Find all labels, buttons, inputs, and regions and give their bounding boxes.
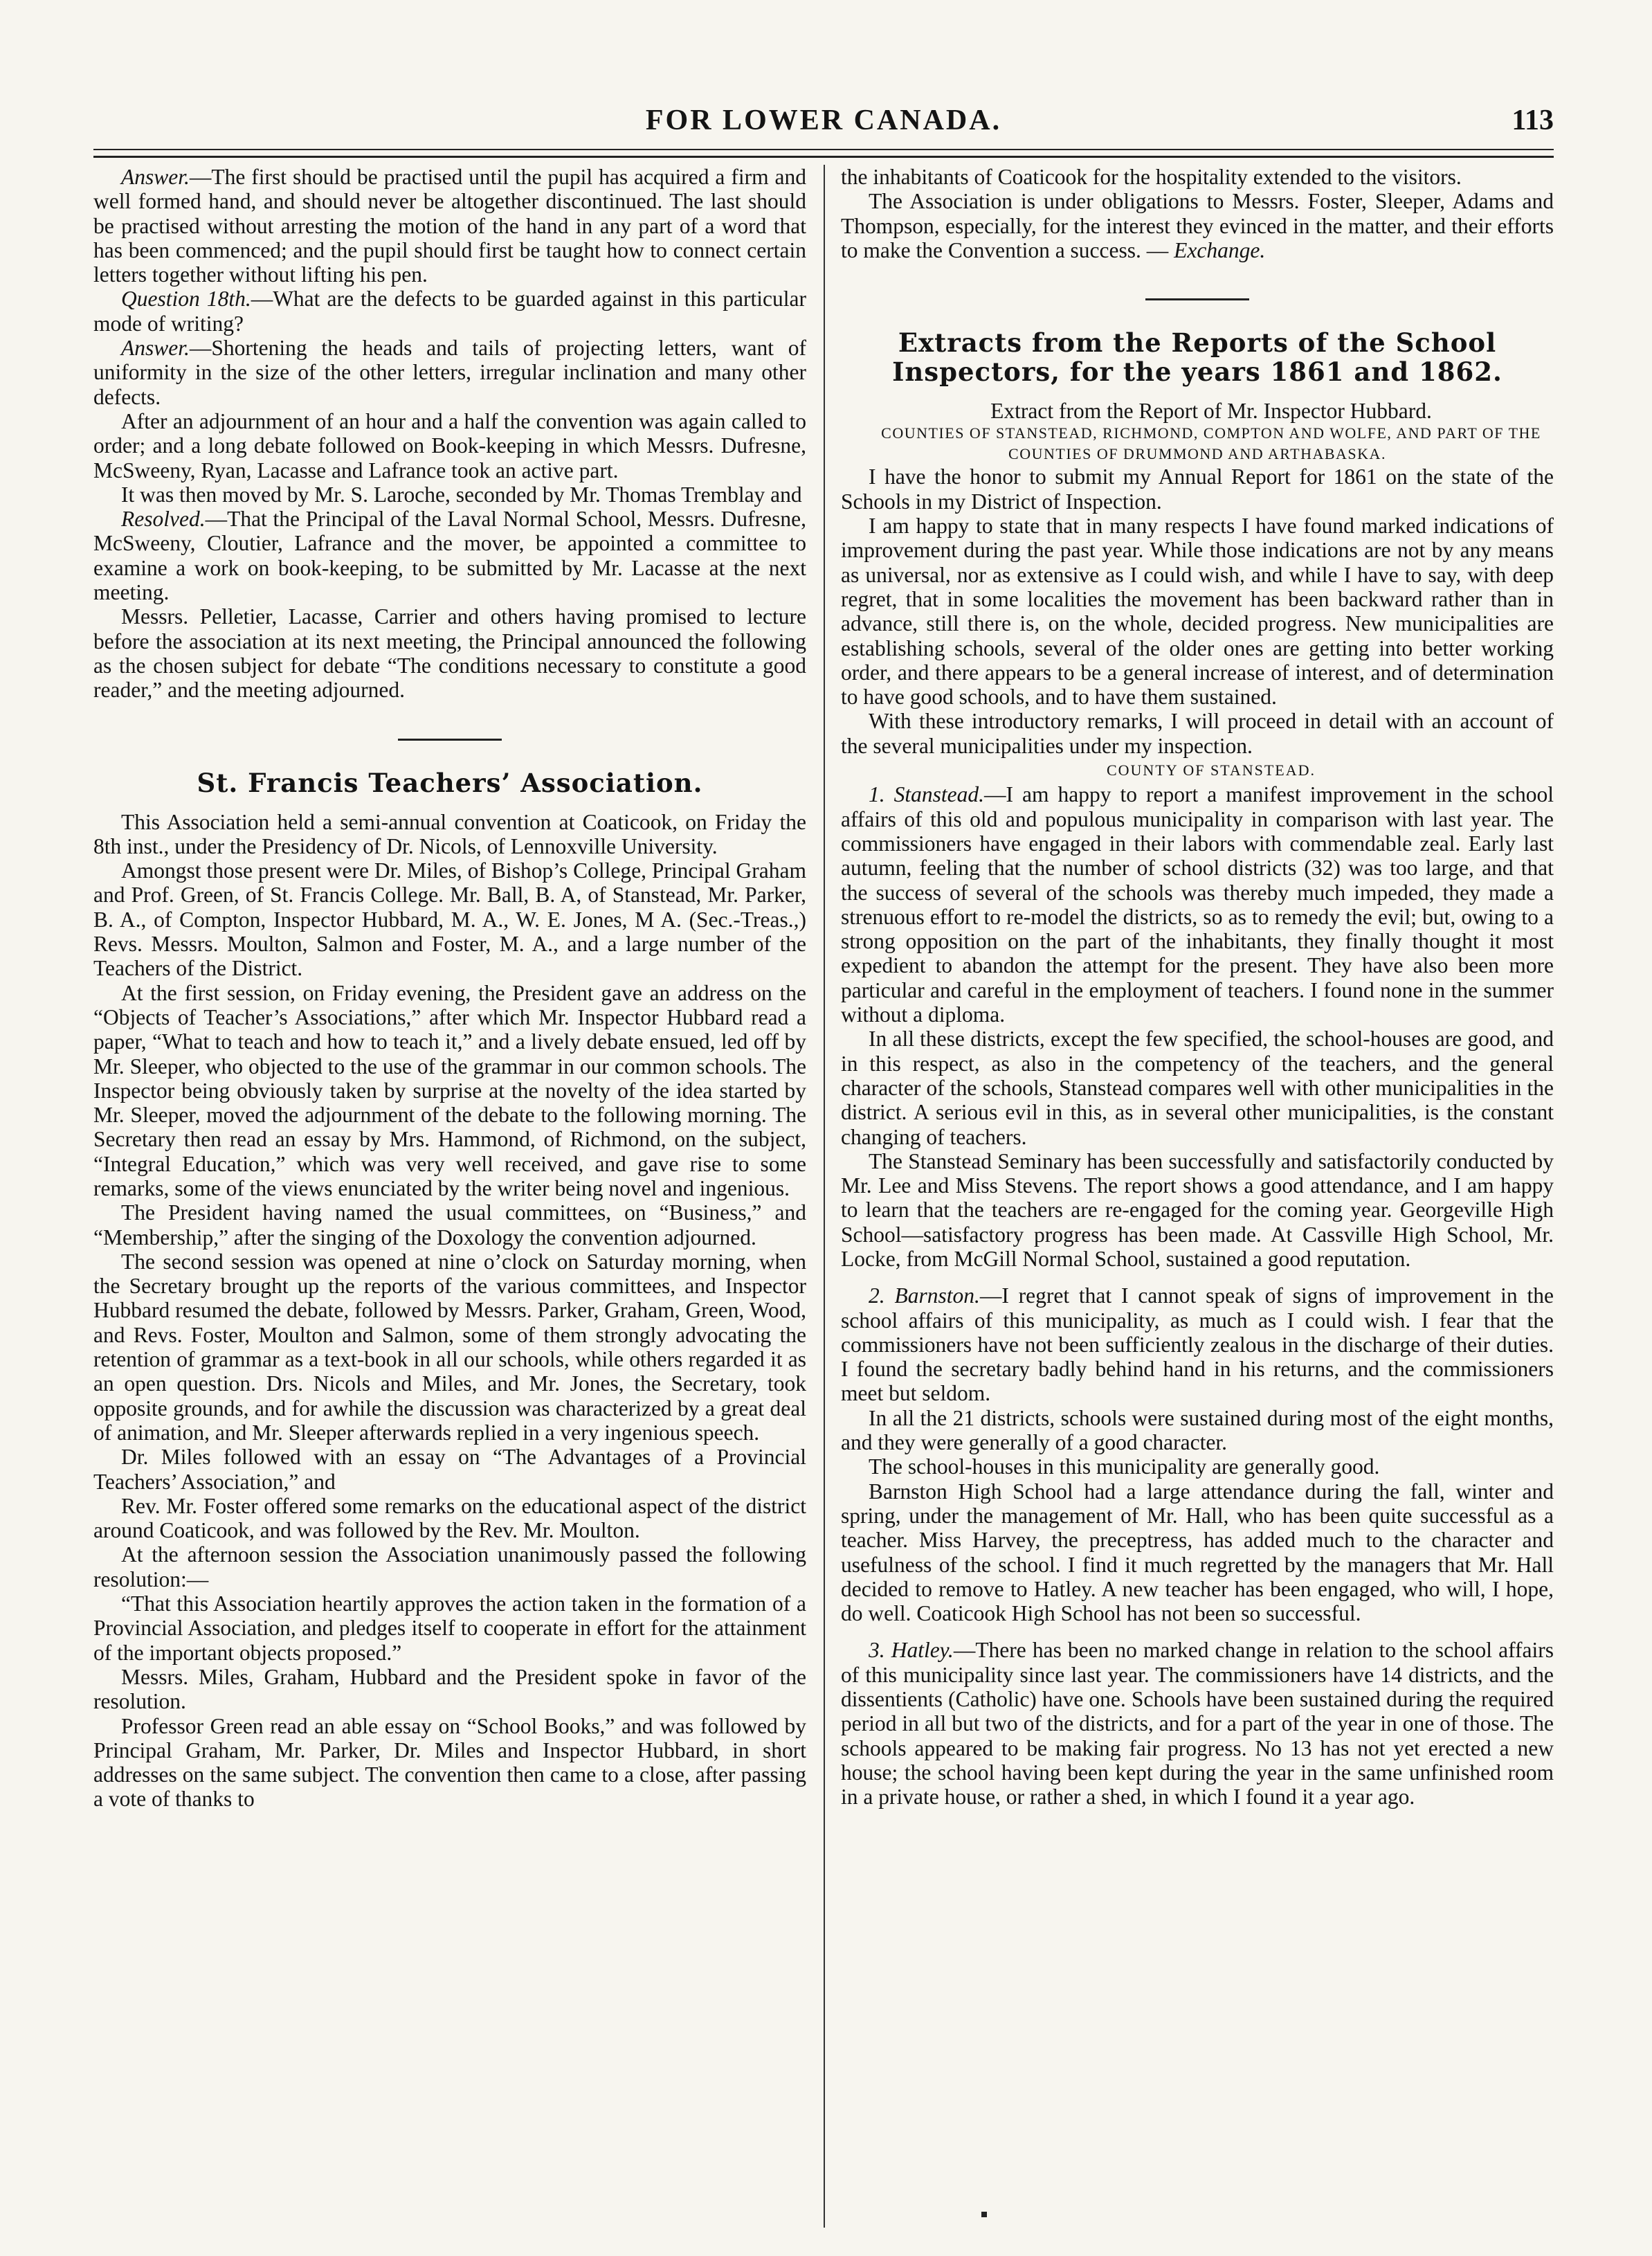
paragraph: Barnston High School had a large attendance during the fall, winter and spring, under the management of Mr. Hall, who has been quite successful as a teacher. Miss Harvey, the preceptress, has added much to the character and usefulness of the school. I find it much regretted by the managers that Mr. Hall decided to remove to Hatley. A new teacher has been engaged, who will, I hope, do well. Coaticook High School has not been so successful. bbox=[841, 1479, 1554, 1626]
paragraph: At the first session, on Friday evening, the President gave an address on the “Objects of Teacher’s Associations,” after which Mr. Inspector Hubbard read a paper, “What to teach and how to teach it,” and a lively debate ensued, led off by Mr. Sleeper, who objected to the use of the grammar in our common schools. The Inspector being obviously taken by surprise at the novelty of the idea started by Mr. Sleeper, moved the adjournment of the debate to the following morning. The Secretary then read an essay by Mrs. Hammond, of Richmond, on the subject, “Integral Education,” which was very well received, and gave rise to some remarks, some of the views enunciated by the writer being novel and ingenious. bbox=[93, 980, 806, 1200]
paragraph: 1. Stanstead.—I am happy to report a manifest improvement in the school affairs of this old and populous municipality in comparison with last year. The commissioners have engaged in their labors with commendable zeal. Early last autumn, feeling that the number of school districts (32) was too large, and that the success of several of the schools was thereby much impeded, they made a strenuous effort to re-model the districts, so as to remedy the evil; but, owing to a strong opposition on the part of the inhabitants, they finally thought it most expedient to abandon the attempt for the present. They have also been more particular and careful in the employment of teachers. I found none in the summer without a diploma. bbox=[841, 782, 1554, 1027]
paragraph: 2. Barnston.—I regret that I cannot speak of signs of improvement in the school affairs of this municipality, as much as I could wish. I fear that the commissioners have not been sufficiently zealous in the discharge of their duties. I found the secretary badly behind hand in his returns, and the commissioners meet but seldom. bbox=[841, 1283, 1554, 1406]
paragraph: The President having named the usual committees, on “Business,” and “Membership,” after the singing of the Doxology the convention adjourned. bbox=[93, 1200, 806, 1249]
paragraph: I have the honor to submit my Annual Report for 1861 on the state of the Schools in my District of Inspection. bbox=[841, 464, 1554, 514]
paragraph: In all these districts, except the few specified, the school-houses are good, and in this respect, as also in the competency of the teachers, and the general character of the schools, Stanstead compares well with other municipalities in the district. A serious evil in this, as in several other municipalities, is the constant changing of teachers. bbox=[841, 1027, 1554, 1149]
spacer bbox=[841, 1271, 1554, 1283]
section-rule bbox=[1145, 298, 1249, 300]
paragraph: Dr. Miles followed with an essay on “The Advantages of a Provincial Teachers’ Association,” and bbox=[93, 1445, 806, 1494]
section-rule bbox=[398, 739, 502, 741]
paragraph: Messrs. Miles, Graham, Hubbard and the President spoke in favor of the resolution. bbox=[93, 1664, 806, 1714]
paragraph: At the afternoon session the Association unanimously passed the following resolution:— bbox=[93, 1542, 806, 1591]
paragraph: In all the 21 districts, schools were sustained during most of the eight months, and they were generally of a good character. bbox=[841, 1405, 1554, 1455]
left-column bbox=[93, 165, 806, 2235]
paragraph: It was then moved by Mr. S. Laroche, seconded by Mr. Thomas Tremblay and bbox=[121, 482, 802, 507]
paragraph: Professor Green read an able essay on “School Books,” and was followed by Principal Graham, Mr. Parker, Dr. Miles and Inspector Hubbard, in short addresses on the same subject. The convention then came to a close, after passing a vote of thanks to bbox=[93, 1713, 806, 1812]
section-subtitle: Extract from the Report of Mr. Inspector Hubbard. bbox=[990, 399, 1432, 424]
paragraph: Rev. Mr. Foster offered some remarks on the educational aspect of the district around Coaticook, and was followed by the Rev. Mr. Moulton. bbox=[93, 1493, 806, 1543]
running-header bbox=[93, 104, 1554, 145]
paragraph: Resolved.—That the Principal of the Laval Normal School, Messrs. Dufresne, McSweeny, Cloutier, Lafrance and the mover, be appointed a committee to examine a work on book-keeping, to be submitted by Mr. Lacasse at the next meeting. bbox=[93, 507, 806, 605]
right-column bbox=[841, 165, 1554, 2235]
paragraph: Messrs. Pelletier, Lacasse, Carrier and others having promised to lecture before the association at its next meeting, the Principal announced the following as the chosen subject for debate “The conditions necessary to constitute a good reader,” and the meeting adjourned. bbox=[93, 604, 806, 703]
paragraph: I am happy to state that in many respects I have found marked indications of improvement during the past year. While those indications are not by any means as universal, nor as extensive as I could wish, and while I have to say, with deep regret, that in some localities the movement has been backward rather than in advance, still there is, on the whole, decided progress. New municipalities are establishing schools, several of the older ones are getting into better working order, and there appears to be a general increase of interest, and of determination to have good schools, and to have them sustained. bbox=[841, 514, 1554, 710]
paragraph: Answer.—Shortening the heads and tails of projecting letters, want of uniformity in the size of the other letters, irregular inclination and many other defects. bbox=[93, 336, 806, 409]
running-title: FOR LOWER CANADA. bbox=[645, 105, 1002, 136]
paragraph: The second session was opened at nine o’clock on Saturday morning, when the Secretary brought up the reports of the various committees, and Inspector Hubbard resumed the debate, followed by Messrs. Parker, Graham, Green, Wood, and Revs. Foster, Moulton and Salmon, some of them strongly advocating the retention of grammar as a text-book in all our schools, while others regarded it as an open question. Drs. Nicols and Miles, and Mr. Jones, the Secretary, took opposite grounds, and for awhile the discussion was characterized by a great deal of animation, and Mr. Sleeper afterwards replied in a very ingenious speech. bbox=[93, 1249, 806, 1445]
source-credit: Exchange. bbox=[1174, 237, 1266, 262]
paragraph: Question 18th.—What are the defects to be guarded against in this particular mode of writing? bbox=[93, 287, 806, 336]
county-heading: COUNTY OF STANSTEAD. bbox=[1106, 761, 1316, 779]
section-title: Extracts from the Reports of the School Inspectors, for the years 1861 and 1862. bbox=[892, 327, 1503, 388]
paragraph: Amongst those present were Dr. Miles, of Bishop’s College, Principal Graham and Prof. Green, of St. Francis College. Mr. Ball, B. A, of Stanstead, Mr. Parker, B. A., of Compton, Inspector Hubbard, M. A., W. E. Jones, M A. (Sec.-Treas.,) Revs. Messrs. Moulton, Salmon and Foster, M. A., and a large number of the Teachers of the District. bbox=[93, 858, 806, 981]
counties-heading: COUNTIES OF STANSTEAD, RICHMOND, COMPTON AND WOLFE, AND PART OF THE COUNTIES OF DRUMMOND AND ARTHABASKA. bbox=[881, 424, 1541, 463]
header-rule bbox=[93, 149, 1554, 158]
paragraph: 3. Hatley.—There has been no marked change in relation to the school affairs of this municipality since last year. The commissioners have 14 districts, and the dissentients (Catholic) have one. Schools have been sustained during the required period in all but two of the districts, and for a part of the year in one of those. The schools appeared to be making fair progress. No 13 has not yet erected a new house; the school having been kept during the year in the same unfinished room in a private house, or rather a shed, in which I found it a year ago. bbox=[841, 1638, 1554, 1810]
paragraph: This Association held a semi-annual convention at Coaticook, on Friday the 8th inst., under the Presidency of Dr. Nicols, of Lennoxville University. bbox=[93, 809, 806, 858]
section-title: St. Francis Teachers’ Association. bbox=[197, 767, 703, 798]
paragraph: Answer.—The first should be practised until the pupil has acquired a firm and well formed hand, and should never be altogether discontinued. The last should be practised without arresting the motion of the hand in any part of a word that has been commenced; and the pupil should first be taught how to connect certain letters together without lifting his pen. bbox=[93, 165, 806, 287]
paragraph: “That this Association heartily approves the action taken in the formation of a Provincial Association, and pledges itself to cooperate in effort for the attainment of the important objects proposed.” bbox=[93, 1591, 806, 1665]
paragraph: The Association is under obligations to Messrs. Foster, Sleeper, Adams and Thompson, especially, for the interest they evinced in the matter, and their efforts to make the Convention a success. — Exchange. bbox=[841, 189, 1554, 262]
paragraph: The school-houses in this municipality are generally good. bbox=[869, 1454, 1380, 1479]
paragraph: After an adjournment of an hour and a half the convention was again called to order; and a long debate followed on Book-keeping in which Messrs. Dufresne, McSweeny, Ryan, Lacasse and Lafrance took an active part. bbox=[93, 408, 806, 482]
paragraph: With these introductory remarks, I will proceed in detail with an account of the several municipalities under my inspection. bbox=[841, 709, 1554, 758]
paragraph: The Stanstead Seminary has been successfully and satisfactorily conducted by Mr. Lee and Miss Stevens. The report shows a good attendance, and I am happy to learn that the teachers are re-engaged for the coming year. Georgeville High School—satisfactory progress has been made. At Cassville High School, Mr. Locke, from McGill Normal School, sustained a good reputation. bbox=[841, 1148, 1554, 1271]
column-divider bbox=[824, 165, 825, 2228]
page-number: 113 bbox=[1512, 105, 1554, 136]
spacer bbox=[841, 1625, 1554, 1638]
printer-mark bbox=[981, 2212, 987, 2217]
paragraph: the inhabitants of Coaticook for the hospitality extended to the visitors. bbox=[841, 165, 1462, 189]
